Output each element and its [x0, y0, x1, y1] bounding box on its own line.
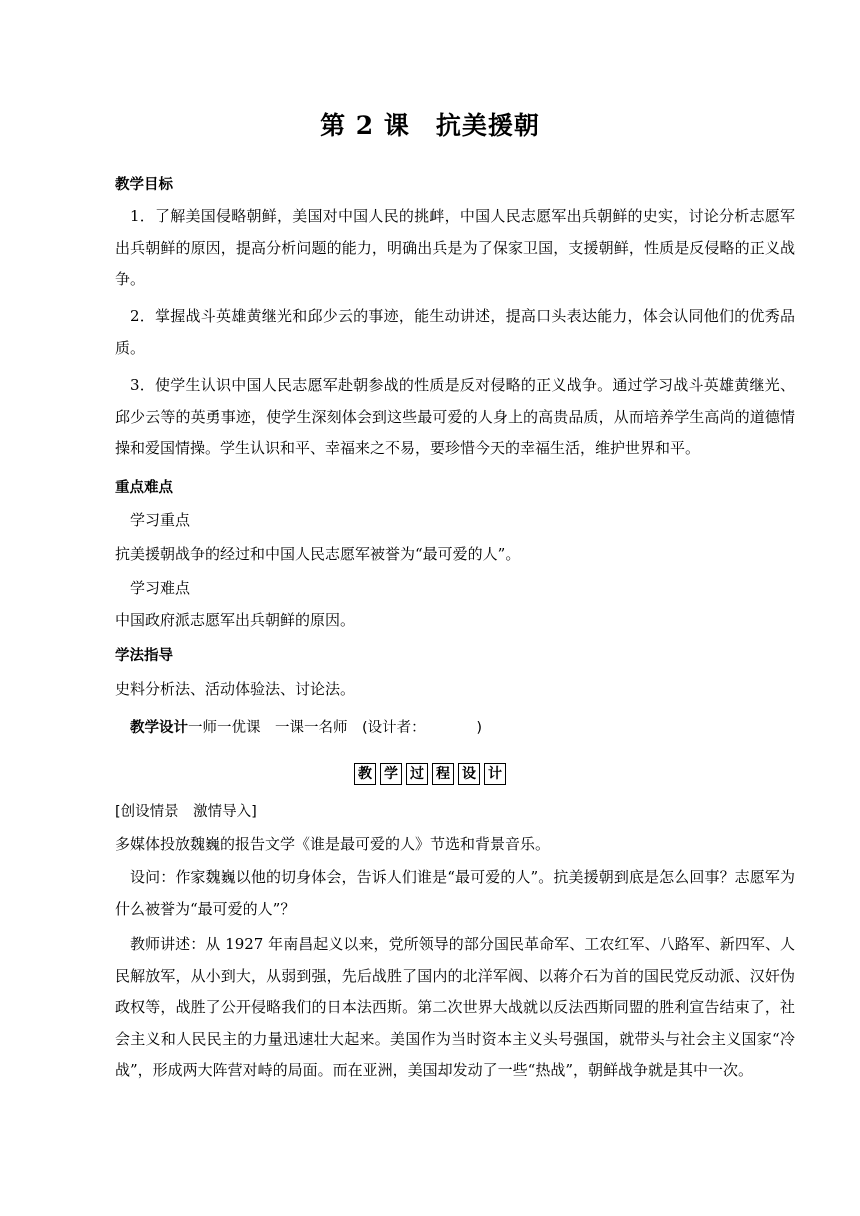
process-char: 程 [432, 763, 454, 785]
intro-heading: [创设情景 激情导入] [115, 804, 257, 820]
goals-heading: 教学目标 [115, 177, 173, 193]
focus-label: 学习重点 [130, 511, 191, 529]
difficulty-label: 学习难点 [130, 579, 191, 597]
method-text: 史料分析法、活动体验法、讨论法。 [115, 680, 356, 698]
design-line [130, 713, 810, 745]
process-char: 教 [354, 763, 376, 785]
goals-paragraph-1: 1．了解美国侵略朝鲜，美国对中国人民的挑衅，中国人民志愿军出兵朝鲜的史实，讨论分析志愿军出兵朝鲜的原因，提高分析问题的能力，明确出兵是为了保家卫国，支援朝鲜，性质是反侵略的正义战争。 [115, 207, 795, 288]
intro-paragraph-3: 教师讲述：从 1927 年南昌起义以来，党所领导的部分国民革命军、工农红军、八路军、新四军、人民解放军，从小到大，从弱到强，先后战胜了国内的北洋军阀、以蒋介石为首的国民党反动派、汉奸伪政权等，战胜了公开侵略我们的日本法西斯。第二次世界大战就以反法西斯同盟的胜利宣告结束了，社会主义和人民民主的力量迅速壮大起来。美国作为当时资本主义头号强国，就带头与社会主义国家“冷战”，形成两大阵营对峙的局面。而在亚洲，美国却发动了一些“热战”，朝鲜战争就是其中一次。 [115, 935, 795, 1079]
goals-paragraph-2: 2．掌握战斗英雄黄继光和邱少云的事迹，能生动讲述，提高口头表达能力，体会认同他们的优秀品质。 [115, 307, 795, 357]
goals-paragraph-3: 3．使学生认识中国人民志愿军赴朝参战的性质是反对侵略的正义战争。通过学习战斗英雄黄继光、邱少云等的英勇事迹，使学生深刻体会到这些最可爱的人身上的高贵品质，从而培养学生高尚的道德情操和爱国情操。学生认识和平、幸福来之不易，要珍惜今天的幸福生活，维护世界和平。 [115, 376, 795, 457]
process-char: 过 [406, 763, 428, 785]
lesson-title: 第 2 课 抗美援朝 [320, 111, 540, 140]
designer-field: (设计者： ) [362, 720, 483, 736]
process-char: 设 [458, 763, 480, 785]
intro-paragraph-1: 多媒体投放魏巍的报告文学《谁是最可爱的人》节选和背景音乐。 [115, 835, 551, 853]
method-heading: 学法指导 [115, 648, 173, 664]
process-char: 计 [484, 763, 506, 785]
focus-text: 抗美援朝战争的经过和中国人民志愿军被誉为“最可爱的人”。 [115, 545, 521, 563]
process-char: 学 [380, 763, 402, 785]
design-label: 教学设计 [130, 720, 188, 736]
process-banner [0, 763, 860, 785]
design-motto: 一师一优课 一课一名师 [188, 720, 348, 736]
intro-paragraph-2: 设问：作家魏巍以他的切身体会，告诉人们谁是“最可爱的人”。抗美援朝到底是怎么回事？志愿军为什么被誉为“最可爱的人”？ [115, 868, 795, 918]
key-points-heading: 重点难点 [115, 480, 173, 496]
difficulty-text: 中国政府派志愿军出兵朝鲜的原因。 [115, 611, 356, 629]
